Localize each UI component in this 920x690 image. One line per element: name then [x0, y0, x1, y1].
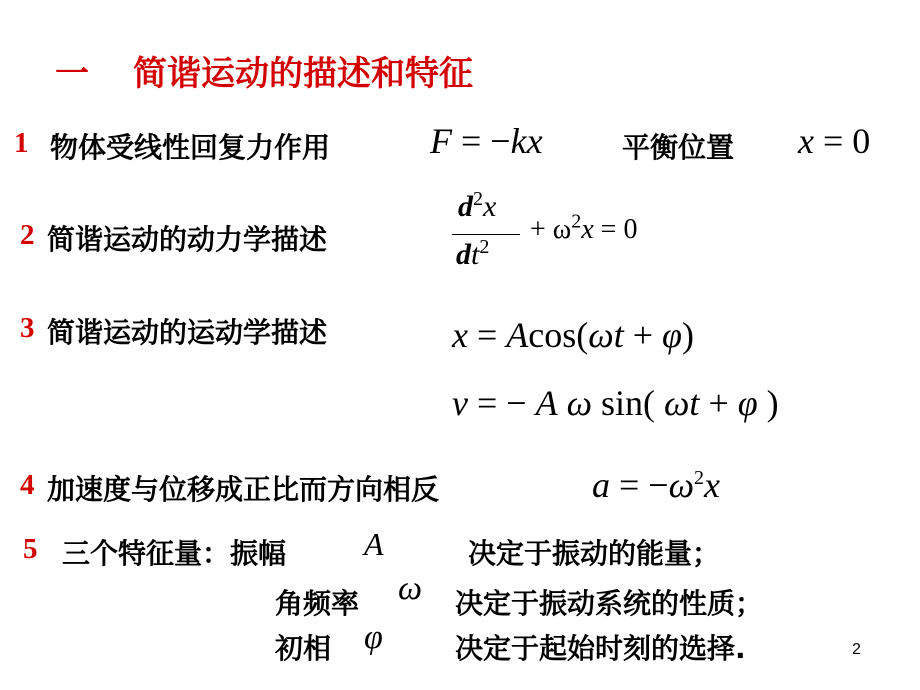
- item-5-text: 三个特征量：振幅: [62, 537, 287, 570]
- equation-equilibrium: x = 0: [798, 121, 871, 161]
- feature-angular-frequency-name: 角频率: [275, 587, 360, 620]
- feature-phase-desc: 决定于起始时刻的选择.: [455, 632, 746, 665]
- equation-velocity: v = − A ω sin( ωt + φ ): [452, 383, 779, 423]
- feature-phase-name: 初相: [275, 632, 332, 665]
- item-2-number: 2: [20, 219, 35, 251]
- item-5-number: 5: [23, 533, 38, 565]
- symbol-amplitude: A: [364, 526, 384, 562]
- item-3-text: 简谐运动的运动学描述: [47, 316, 328, 349]
- equation-restoring-force: F = −kx: [430, 121, 543, 161]
- section-index: 一: [55, 54, 89, 94]
- page-title: 简谐运动的描述和特征: [133, 54, 473, 94]
- equation-displacement: x = Acos(ωt + φ): [452, 315, 694, 355]
- item-2-text: 简谐运动的动力学描述: [47, 223, 328, 256]
- feature-angular-frequency-desc: 决定于振动系统的性质；: [455, 587, 764, 620]
- feature-amplitude-desc: 决定于振动的能量；: [468, 537, 721, 570]
- item-1-text: 物体受线性回复力作用: [50, 131, 331, 164]
- item-4-number: 4: [20, 469, 35, 501]
- item-4-text: 加速度与位移成正比而方向相反: [47, 473, 440, 506]
- symbol-angular-frequency: ω: [398, 570, 423, 607]
- item-1-number: 1: [14, 127, 29, 159]
- item-3-number: 3: [20, 312, 35, 344]
- equation-dynamics: $d^2x$ $dt^2$ + $\omega^2x = 0$: [452, 190, 692, 280]
- equation-acceleration: $a = -\omega^2x$: [592, 465, 721, 505]
- symbol-phase: φ: [364, 619, 383, 656]
- item-1-extra: 平衡位置: [622, 131, 735, 164]
- page-number: 2: [852, 641, 861, 658]
